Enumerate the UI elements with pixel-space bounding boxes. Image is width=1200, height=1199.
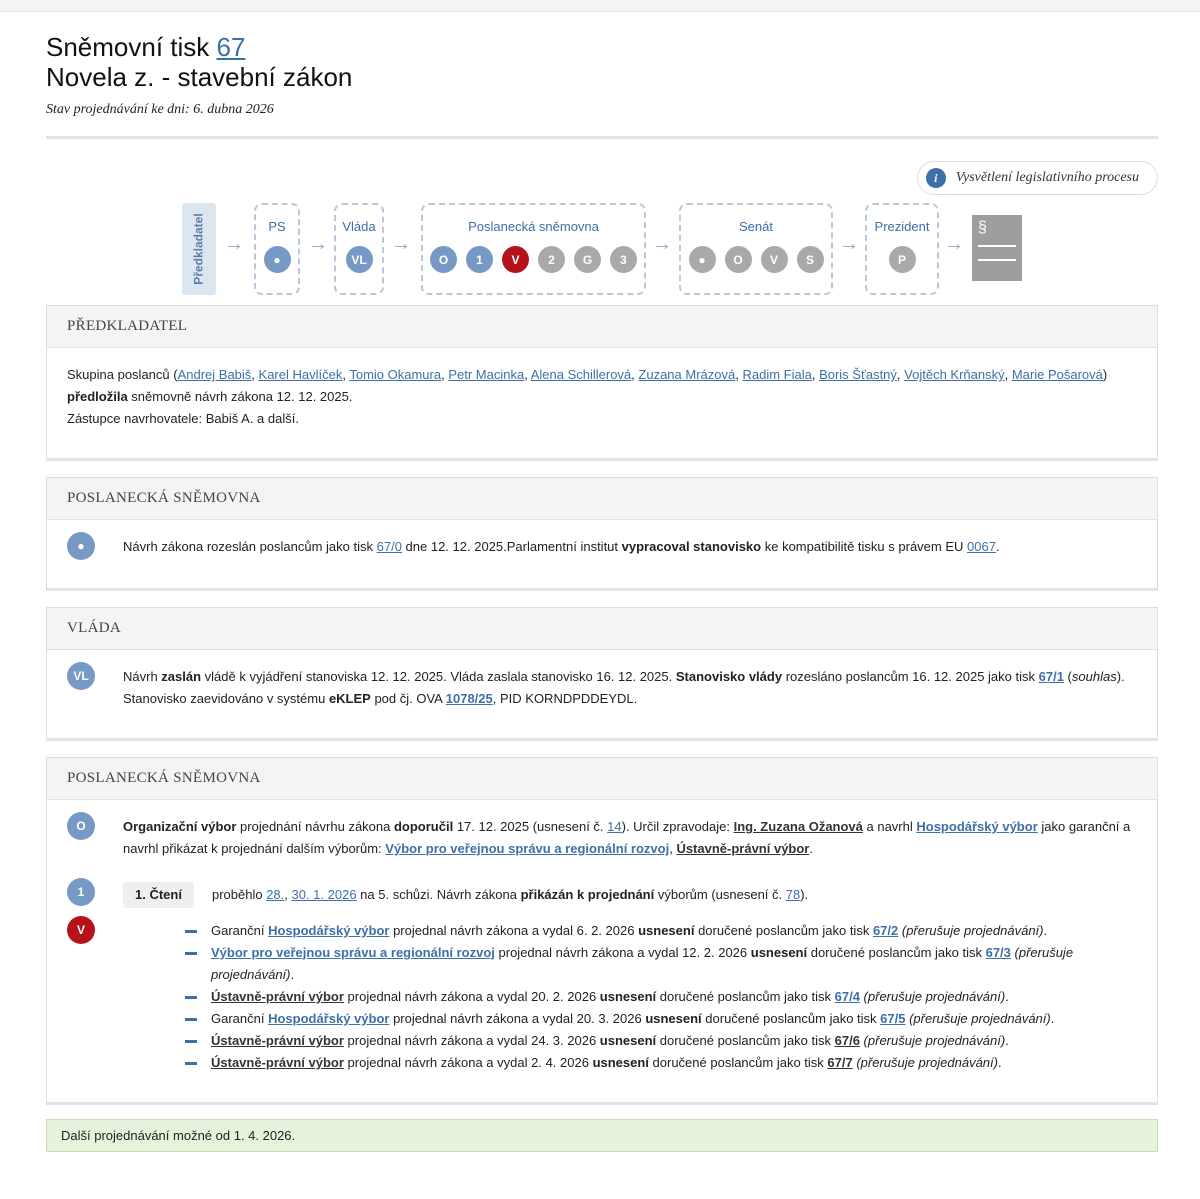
text: na 5. schůzi. Návrh zákona [356,887,521,902]
link[interactable]: Karel Havlíček [258,367,343,382]
section-0 [46,305,1158,461]
text: rozesláno poslancům 16. 12. 2025 jako tisk [782,669,1039,684]
text: ). [1116,669,1125,684]
text: Garanční [211,923,269,938]
text: dne 12. 12. 2025.Parlamentní institut [401,539,622,554]
text: ) [1102,367,1108,382]
step-icon-vl[interactable]: VL [67,662,95,690]
text: proběhlo [211,887,267,902]
flow-senat[interactable]: Senát ● O V S [679,203,833,295]
flow-ps[interactable]: PS ● [254,203,300,295]
link[interactable]: 28. [266,887,285,902]
text: ). Určil zpravodaje: [621,819,734,834]
link[interactable]: Hospodářský výbor [916,819,1038,834]
text: usnesení [638,923,695,938]
link[interactable]: Marie Pošarová [1011,367,1103,382]
flow-predkladatel[interactable]: Předkladatel [182,203,216,295]
text: Návrh [123,669,162,684]
text: vypracoval stanovisko [621,539,762,554]
text: usnesení [599,1033,657,1048]
paragraph [123,688,1137,710]
link[interactable]: 67/3 [985,945,1011,960]
text: projednal návrh zákona a vydal 20. 2. 2026 [343,989,600,1004]
event-text [67,364,1137,430]
info-icon: i [926,168,946,188]
text: doručené poslancům jako tisk [807,945,986,960]
step-icon-o[interactable]: O [67,812,95,840]
committee-list [183,920,1137,1074]
text: . [290,967,295,982]
text: , [342,367,350,382]
link[interactable]: 67/1 [1038,669,1064,684]
section-3 [46,757,1158,1105]
text: doručené poslancům jako tisk [656,989,835,1004]
text: Garanční [211,1011,269,1026]
paragraph [67,364,1137,408]
text: projednal návrh zákona a vydal 6. 2. 2026 [389,923,639,938]
bill-subtitle: Novela z. - stavební zákon [46,62,353,92]
step-p: P [889,246,916,273]
text: projednal návrh zákona a vydal 20. 3. 2026 [389,1011,646,1026]
event-row [67,536,1137,560]
link[interactable]: 67/2 [872,923,899,938]
text: ). [800,887,809,902]
arrow-right-icon: → [308,233,328,255]
text: vládě k vyjádření stanoviska 12. 12. 2025. Vláda zaslala stanovisko 16. 12. 2025. [201,669,676,684]
flow-vlada[interactable]: Vláda VL [334,203,384,295]
link[interactable]: 67/0 [376,539,402,554]
section-body [47,520,1157,588]
next-proceedings-note: Další projednávání možné od 1. 4. 2026. [46,1119,1158,1152]
text: . [1043,923,1048,938]
text: doručené poslancům jako tisk [694,923,873,938]
link[interactable]: Tomio Okamura [349,367,442,382]
section-1 [46,477,1158,591]
link[interactable]: 67/4 [834,989,860,1004]
text: . [1005,1033,1009,1048]
event-text [123,666,1137,710]
list-item [183,1008,1137,1030]
event-row [67,364,1137,430]
text: usnesení [592,1055,649,1070]
text: Stanovisko vlády [675,669,783,684]
process-flow [46,195,1158,305]
link[interactable]: 67/7 [827,1055,853,1070]
text: usnesení [645,1011,702,1026]
link[interactable]: 78 [785,887,801,902]
link[interactable]: Alena Schillerová [530,367,632,382]
link[interactable]: 67/6 [834,1033,860,1048]
link[interactable]: Andrej Babiš [177,367,252,382]
event-text [123,816,1137,860]
text: projednal návrh zákona a vydal 24. 3. 2026 [343,1033,600,1048]
text: . [809,841,813,856]
list-item [183,1052,1137,1074]
text: pod čj. OVA [370,691,446,706]
reading-badge: 1. Čtení [123,882,194,908]
link[interactable]: Ústavně-právní výbor [211,1033,344,1048]
arrow-right-icon: → [652,233,672,255]
text: usnesení [599,989,657,1004]
top-bar [0,0,1200,12]
law-document-icon[interactable]: § [972,215,1022,281]
text: ke kompatibilitě tisku s právem EU [761,539,968,554]
text: Návrh zákona rozeslán poslancům jako tisk [123,539,377,554]
link[interactable]: Ing. Zuzana Ožanová [733,819,863,834]
link[interactable]: Hospodářský výbor [268,923,390,938]
text: , PID KORNDPDDEYDL. [492,691,638,706]
list-item [183,986,1137,1008]
user-icon: ● [264,246,291,273]
event-row [67,882,1137,908]
arrow-right-icon: → [839,233,859,255]
text: projednal návrh zákona a vydal 2. 4. 2026 [343,1055,593,1070]
flow-prezident[interactable]: Prezident P [865,203,939,295]
text: Skupina poslanců ( [67,367,178,382]
text: (přerušuje projednávání) [898,923,1044,938]
text: , [735,367,743,382]
text: , [251,367,259,382]
section-title: VLÁDA [47,608,1157,650]
link[interactable]: 0067 [967,539,996,554]
text: (přerušuje projednávání) [859,1033,1006,1048]
text: , [441,367,449,382]
link[interactable]: Hospodářský výbor [268,1011,390,1026]
text: , [524,367,531,382]
text: , [896,367,905,382]
flow-snemovna[interactable]: Poslanecká sněmovna O 1 V 2 G 3 [421,203,646,295]
text: doručené poslancům jako tisk [648,1055,828,1070]
link[interactable]: Ústavně-právní výbor [211,989,344,1004]
step-g: G [574,246,601,273]
link[interactable]: Boris Šťastný [819,367,897,382]
text: , [669,841,677,856]
paragraph [212,887,808,902]
list-item [183,942,1137,986]
step-v: V [502,246,529,273]
step-3: 3 [610,246,637,273]
section-2 [46,607,1158,741]
text: , [1004,367,1012,382]
text: Zástupce navrhovatele: Babiš A. a další. [67,411,299,426]
step-o: O [430,246,457,273]
text: výborům (usnesení č. [654,887,786,902]
text: . [1050,1011,1055,1026]
link[interactable]: Petr Macinka [448,367,525,382]
paragraph [123,816,1137,860]
senat-step-o: O [725,246,752,273]
arrow-right-icon: → [391,233,411,255]
user-icon: ● [689,246,716,273]
paragraph [123,536,1137,558]
link[interactable]: Ústavně-právní výbor [211,1055,344,1070]
text: přikázán k projednání [520,887,655,902]
text: zaslán [161,669,202,684]
text: . [995,539,1000,554]
text: projednal návrh zákona a vydal 12. 2. 2026 [494,945,751,960]
text: (přerušuje projednávání) [905,1011,1051,1026]
text: ( [1063,669,1072,684]
link[interactable]: Výbor pro veřejnou správu a regionální rozvoj [211,945,495,960]
text: eKLEP [328,691,371,706]
text: doručené poslancům jako tisk [701,1011,881,1026]
status-date: Stav projednávání ke dni: 6. dubna 2026 [46,102,274,117]
section-body [47,800,1157,1102]
arrow-right-icon: → [944,233,964,255]
tisk-number-link[interactable]: 67 [216,32,246,62]
section-body [47,348,1157,458]
text: 17. 12. 2025 (usnesení č. [453,819,608,834]
text: Organizační výbor [123,819,237,834]
arrow-right-icon: → [224,233,244,255]
event-text [123,536,1137,558]
text: , [284,887,292,902]
text: , [811,367,820,382]
event-text [123,882,1137,908]
event-text [123,920,1137,1074]
explain-process-button[interactable]: i Vysvětlení legislativního procesu [917,161,1158,195]
link[interactable]: Ústavně-právní výbor [676,841,810,856]
text: jako garanční a navrhl přikázat k projednání dalším výborům: [123,819,1131,856]
text: (přerušuje projednávání) [852,1055,998,1070]
step-1: 1 [466,246,493,273]
link[interactable]: 67/5 [880,1011,906,1026]
text: doručené poslancům jako tisk [656,1033,835,1048]
link[interactable]: 14 [607,819,622,834]
list-item [183,1030,1137,1052]
user-icon[interactable]: ● [67,532,95,560]
link[interactable]: Zuzana Mrázová [638,367,736,382]
step-vl: VL [346,246,373,273]
senat-step-v: V [761,246,788,273]
text: a navrhl [862,819,917,834]
link[interactable]: 1078/25 [445,691,493,706]
link[interactable]: Radim Fiala [742,367,812,382]
text: sněmovně návrh zákona 12. 12. 2025. [127,389,353,404]
event-row [67,666,1137,710]
list-item [183,920,1137,942]
link[interactable]: Vojtěch Krňanský [904,367,1005,382]
text: projednání návrhu zákona [236,819,394,834]
divider [46,136,1158,139]
text: Stanovisko zaevidováno v systému [123,691,329,706]
link[interactable]: Výbor pro veřejnou správu a regionální rozvoj [385,841,670,856]
text: (přerušuje projednávání) [211,945,1074,982]
text: předložila [67,389,128,404]
text: , [631,367,639,382]
section-title: PŘEDKLADATEL [47,306,1157,348]
step-icon-v[interactable]: V [67,916,95,944]
step-2: 2 [538,246,565,273]
section-title: POSLANECKÁ SNĚMOVNA [47,478,1157,520]
paragraph [123,666,1137,688]
section-title: POSLANECKÁ SNĚMOVNA [47,758,1157,800]
text: . [1005,989,1009,1004]
text: (přerušuje projednávání) [859,989,1006,1004]
senat-step-s: S [797,246,824,273]
page-title: Sněmovní tisk 67 Novela z. - stavební zákon [46,32,353,92]
step-icon-1[interactable]: 1 [67,878,95,906]
text: usnesení [750,945,808,960]
link[interactable]: 30. 1. 2026 [291,887,357,902]
text: doporučil [393,819,454,834]
event-row [67,920,1137,1074]
section-body [47,650,1157,738]
text: . [997,1055,1002,1070]
paragraph [67,408,1137,430]
event-row [67,816,1137,860]
text: souhlas [1071,669,1117,684]
